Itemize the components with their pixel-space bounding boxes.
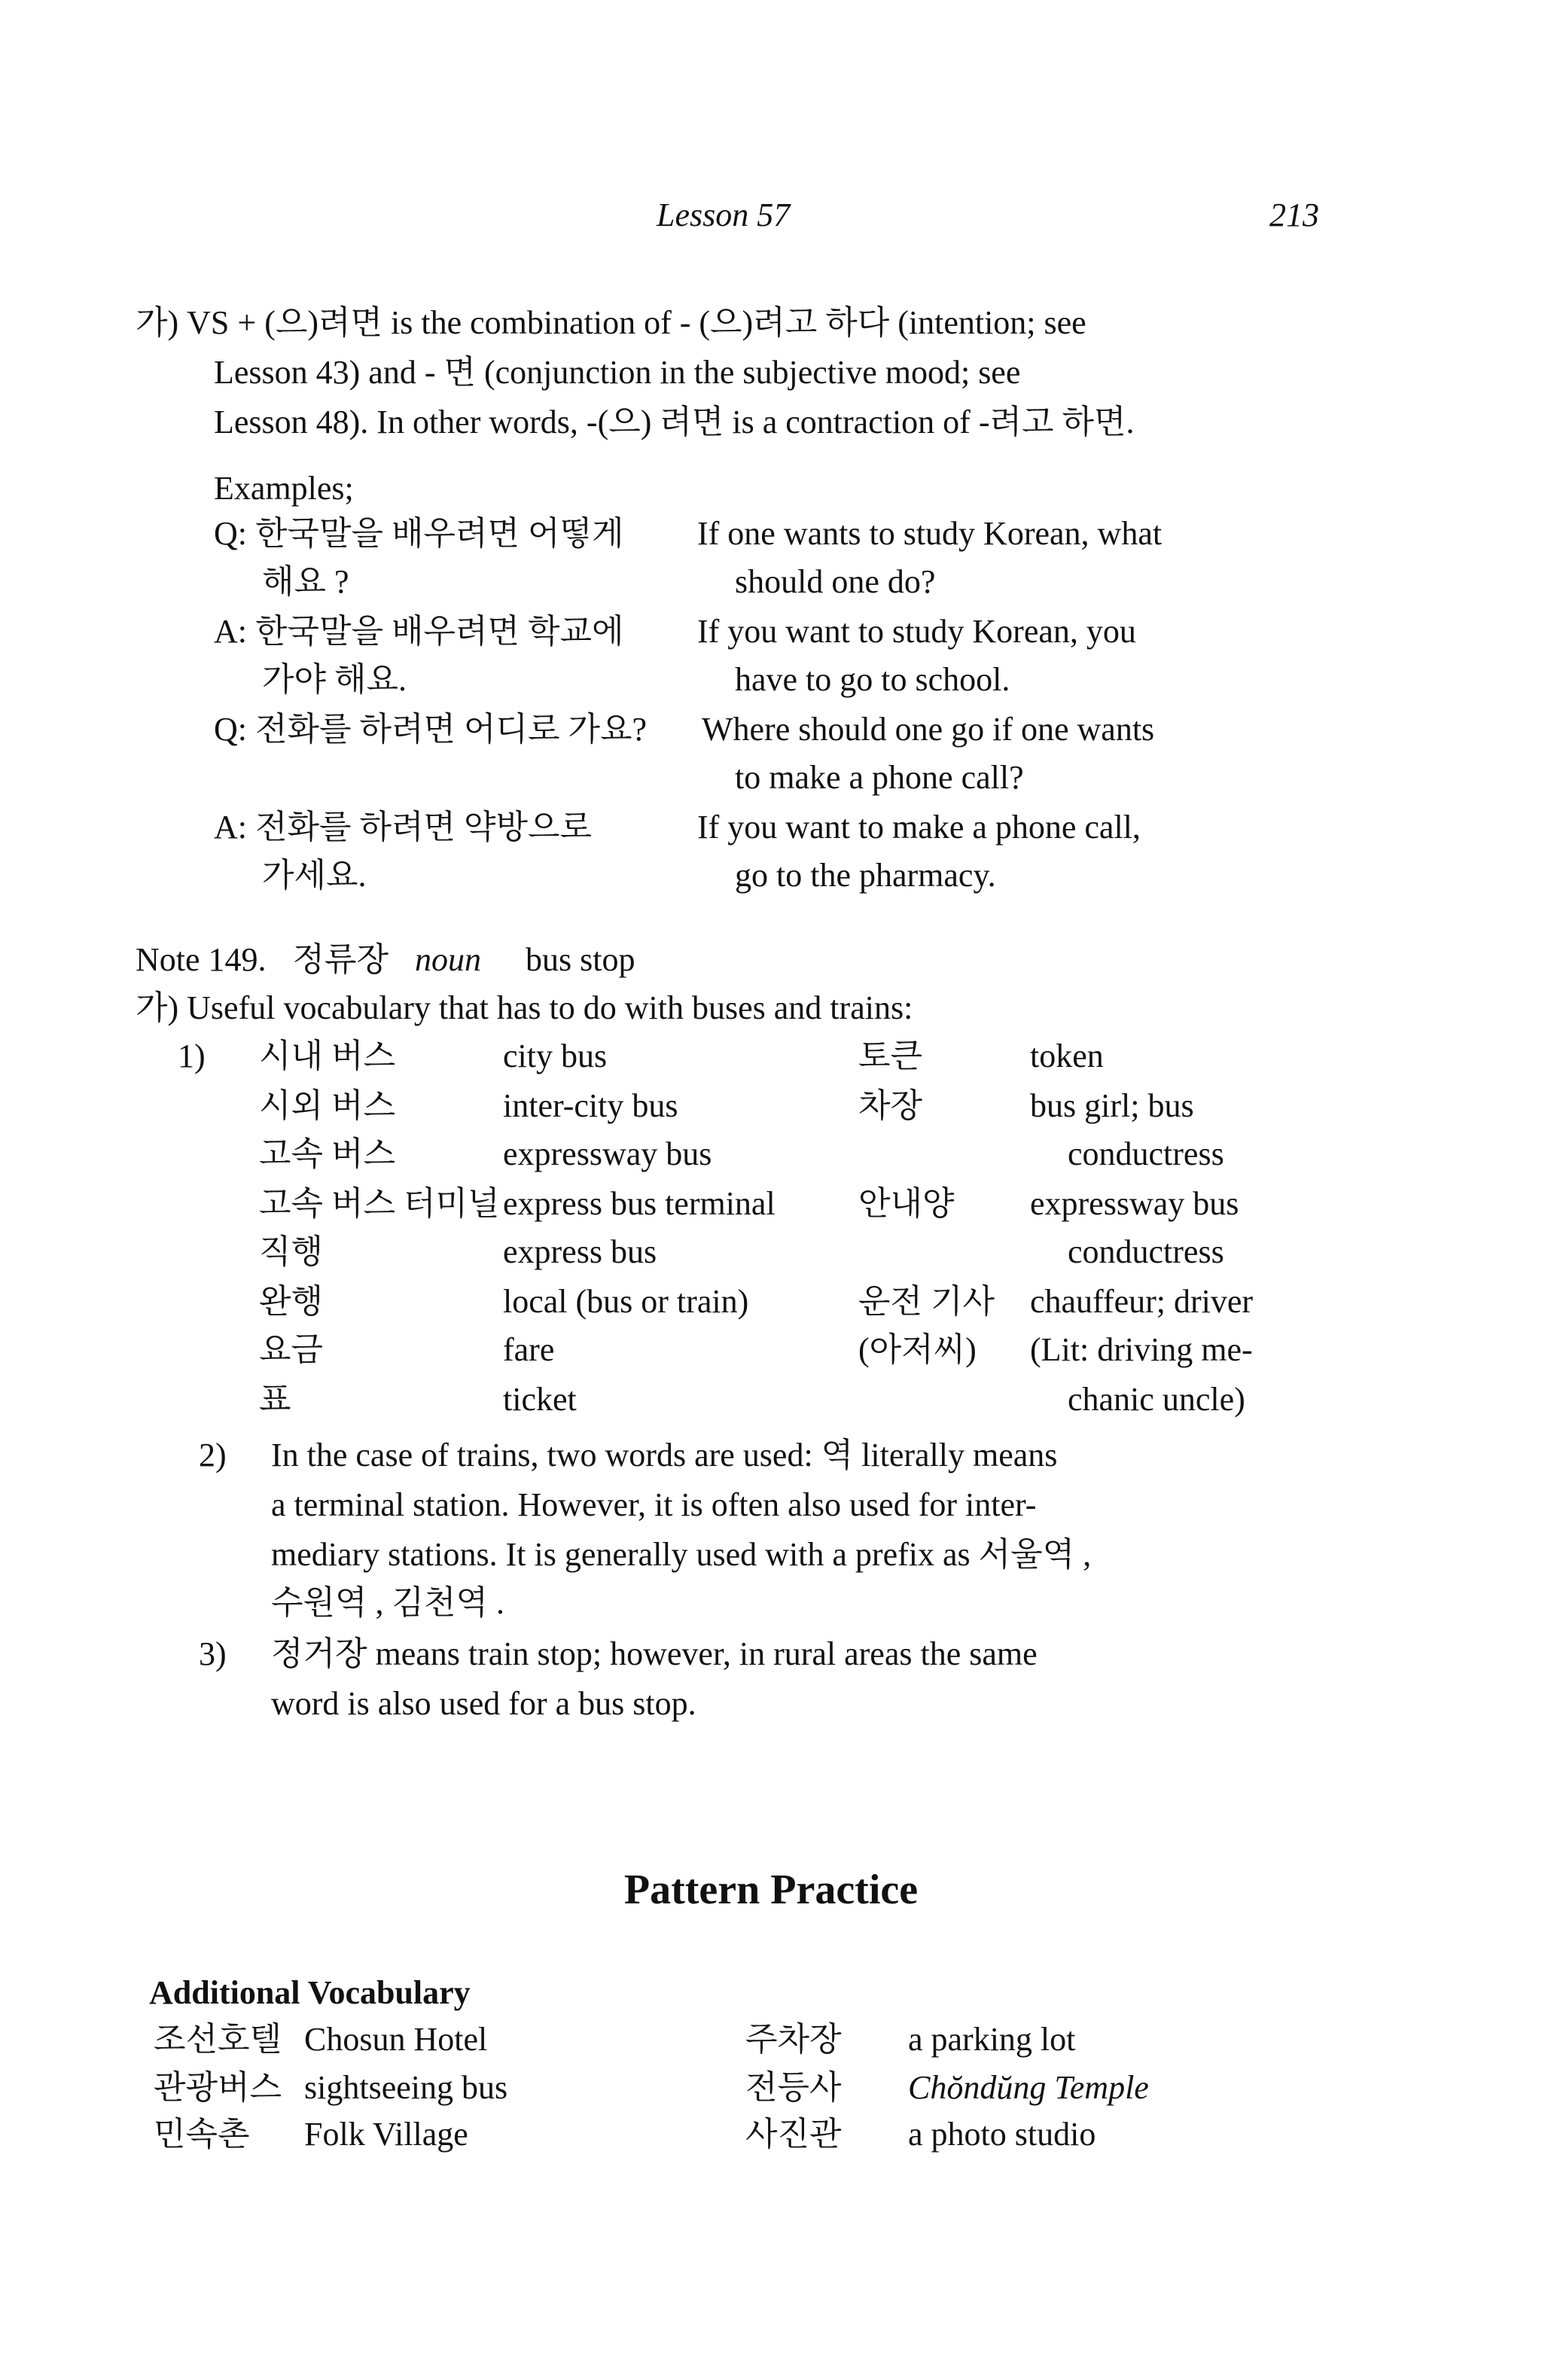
vocab-en: bus girl; bus <box>1030 1087 1194 1124</box>
example-en: If you want to study Korean, you <box>697 613 1136 650</box>
item-line: mediary stations. It is generally used with a prefix as 서울역 , <box>271 1536 1092 1573</box>
vocab-ko: 시내 버스 <box>259 1038 396 1074</box>
vocab-en: a parking lot <box>908 2021 1076 2058</box>
example-en: have to go to school. <box>735 661 1010 698</box>
paragraph-line: 가) VS + (으)려면 is the combination of - (으)려고 하다 (intention; see <box>136 304 1086 341</box>
vocab-en: chanic uncle) <box>1068 1381 1245 1418</box>
vocab-ko: 고속 버스 <box>259 1135 396 1172</box>
item-line: 정거장 means train stop; however, in rural areas the same <box>271 1635 1038 1672</box>
vocab-ko: 표 <box>259 1381 291 1418</box>
vocab-ko: 완행 <box>259 1283 324 1320</box>
example-ko: A: 한국말을 배우려면 학교에 <box>214 613 624 650</box>
note-meaning: bus stop <box>526 941 635 978</box>
note-heading <box>136 935 635 985</box>
section-title: Pattern Practice <box>623 1867 919 1913</box>
vocab-en: express bus <box>503 1233 657 1270</box>
example-en: Where should one go if one wants <box>702 711 1155 748</box>
vocab-ko: 요금 <box>259 1331 324 1368</box>
item-line: In the case of trains, two words are used: 역 literally means <box>271 1437 1058 1473</box>
running-header-lesson: Lesson 57 <box>657 197 791 233</box>
vocab-en: Chosun Hotel <box>304 2021 488 2058</box>
vocab-ko: 주차장 <box>745 2021 842 2058</box>
vocab-en: token <box>1030 1038 1104 1074</box>
item-line: word is also used for a bus stop. <box>271 1685 696 1722</box>
note-pos: noun <box>415 941 482 978</box>
page-number: 213 <box>1269 197 1319 233</box>
note-word: 정류장 <box>292 941 389 978</box>
example-ko: Q: 전화를 하려면 어디로 가요? <box>214 711 648 748</box>
example-en: to make a phone call? <box>735 759 1024 796</box>
vocab-ko: 시외 버스 <box>259 1087 396 1124</box>
vocab-en: sightseeing bus <box>304 2069 508 2106</box>
vocab-en: fare <box>503 1331 555 1368</box>
example-ko: Q: 한국말을 배우려면 어떻게 <box>214 515 624 552</box>
vocab-en: local (bus or train) <box>503 1283 749 1320</box>
paragraph-line: Lesson 48). In other words, -(으) 려면 is a contraction of -려고 하면. <box>214 404 1135 440</box>
example-en: If you want to make a phone call, <box>697 809 1141 846</box>
vocab-en: ticket <box>503 1381 577 1418</box>
item-line: a terminal station. However, it is often also used for inter- <box>271 1486 1037 1523</box>
example-en: go to the pharmacy. <box>735 857 996 894</box>
example-ko: 해요 ? <box>262 563 349 600</box>
example-ko: 가야 해요. <box>262 661 407 698</box>
vocab-en: Chŏndŭng Temple <box>908 2069 1149 2106</box>
item-marker: 2) <box>199 1437 227 1473</box>
note-intro: 가) Useful vocabulary that has to do with buses and trains: <box>136 989 913 1026</box>
vocab-ko: 차장 <box>858 1087 923 1124</box>
vocab-en: expressway bus <box>1030 1185 1239 1222</box>
vocab-en: Folk Village <box>304 2116 468 2153</box>
vocab-en: express bus terminal <box>503 1185 776 1222</box>
examples-label: Examples; <box>214 470 354 507</box>
vocab-ko: 관광버스 <box>154 2069 282 2106</box>
vocab-ko: 사진관 <box>745 2116 842 2153</box>
example-en: should one do? <box>735 563 936 600</box>
vocab-en: (Lit: driving me- <box>1030 1331 1253 1368</box>
vocab-ko: (아저씨) <box>858 1331 977 1368</box>
vocab-en: conductress <box>1068 1135 1224 1172</box>
item-marker: 3) <box>199 1635 227 1672</box>
vocab-en: chauffeur; driver <box>1030 1283 1254 1320</box>
vocab-en: inter-city bus <box>503 1087 678 1124</box>
example-ko: 가세요. <box>262 857 367 894</box>
vocab-ko: 고속 버스 터미널 <box>259 1185 500 1222</box>
vocab-ko: 조선호텔 <box>154 2021 282 2058</box>
example-ko: A: 전화를 하려면 약방으로 <box>214 809 593 846</box>
vocab-en: city bus <box>503 1038 608 1074</box>
vocab-ko: 토큰 <box>858 1038 923 1074</box>
vocab-en: conductress <box>1068 1233 1224 1270</box>
vocab-ko: 전등사 <box>745 2069 842 2106</box>
vocab-ko: 안내양 <box>858 1185 955 1222</box>
note-label: Note 149. <box>136 941 267 978</box>
vocab-heading: Additional Vocabulary <box>149 1974 471 2011</box>
vocab-ko: 운전 기사 <box>858 1283 995 1320</box>
vocab-ko: 직행 <box>259 1233 324 1270</box>
paragraph-line: Lesson 43) and - 면 (conjunction in the subjective mood; see <box>214 354 1021 391</box>
vocab-en: expressway bus <box>503 1135 712 1172</box>
item-marker: 1) <box>178 1038 206 1074</box>
vocab-ko: 민속촌 <box>154 2116 250 2153</box>
example-en: If one wants to study Korean, what <box>697 515 1163 552</box>
item-line: 수원역 , 김천역 . <box>271 1584 505 1621</box>
vocab-en: a photo studio <box>908 2116 1096 2153</box>
